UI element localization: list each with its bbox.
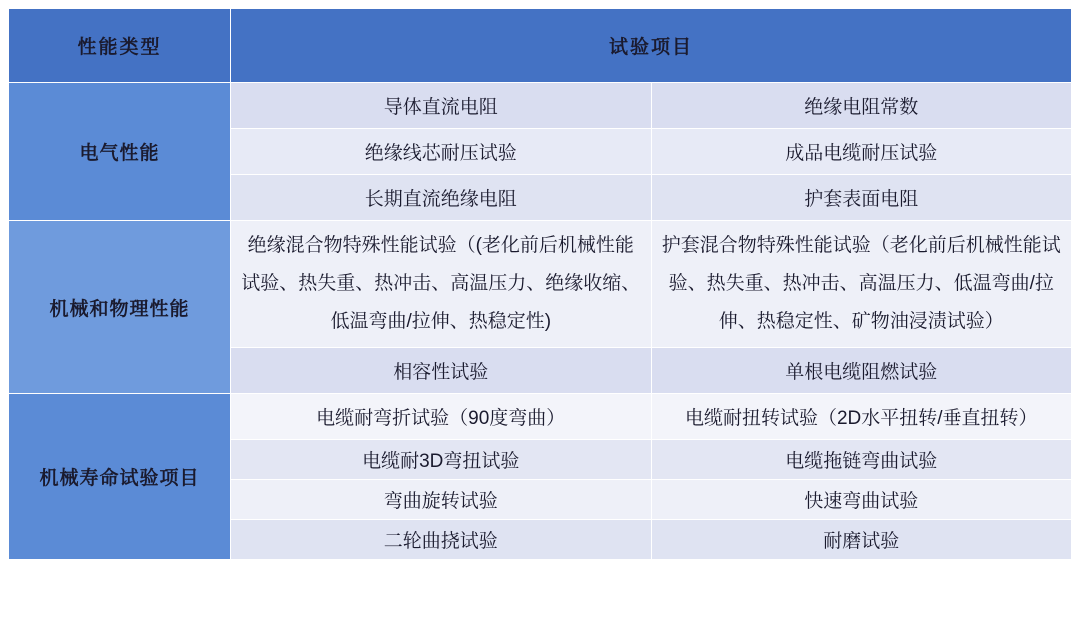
cell-value: 绝缘电阻常数 [651,83,1072,129]
performance-test-table-container [0,8,1080,635]
table-row [9,221,1072,348]
cell-value: 护套混合物特殊性能试验（老化前后机械性能试验、热失重、热冲击、高温压力、低温弯曲/拉伸、热稳定性、矿物油浸渍试验） [651,221,1072,348]
table-row [9,83,1072,129]
category-label-mechanical-physical: 机械和物理性能 [9,221,231,394]
cell-value: 绝缘线芯耐压试验 [231,129,652,175]
cell-value: 绝缘混合物特殊性能试验（(老化前后机械性能试验、热失重、热冲击、高温压力、绝缘收缩、低温弯曲/拉伸、热稳定性) [231,221,652,348]
cell-value: 弯曲旋转试验 [231,480,652,520]
category-label-electrical: 电气性能 [9,83,231,221]
cell-value: 电缆拖链弯曲试验 [651,440,1072,480]
cell-value: 单根电缆阻燃试验 [651,348,1072,394]
cell-value: 电缆耐扭转试验（2D水平扭转/垂直扭转） [651,394,1072,440]
cell-value: 护套表面电阻 [651,175,1072,221]
cell-value: 电缆耐弯折试验（90度弯曲） [231,394,652,440]
cell-value: 导体直流电阻 [231,83,652,129]
header-performance-type: 性能类型 [9,9,231,83]
header-test-item: 试验项目 [231,9,1072,83]
cell-value: 耐磨试验 [651,520,1072,560]
table-row [9,394,1072,440]
table-header-row [9,9,1072,83]
cell-value: 成品电缆耐压试验 [651,129,1072,175]
cell-value: 快速弯曲试验 [651,480,1072,520]
cell-value: 电缆耐3D弯扭试验 [231,440,652,480]
category-label-mechanical-life: 机械寿命试验项目 [9,394,231,560]
cell-value: 二轮曲挠试验 [231,520,652,560]
cell-value: 相容性试验 [231,348,652,394]
performance-test-table [8,8,1072,560]
cell-value: 长期直流绝缘电阻 [231,175,652,221]
